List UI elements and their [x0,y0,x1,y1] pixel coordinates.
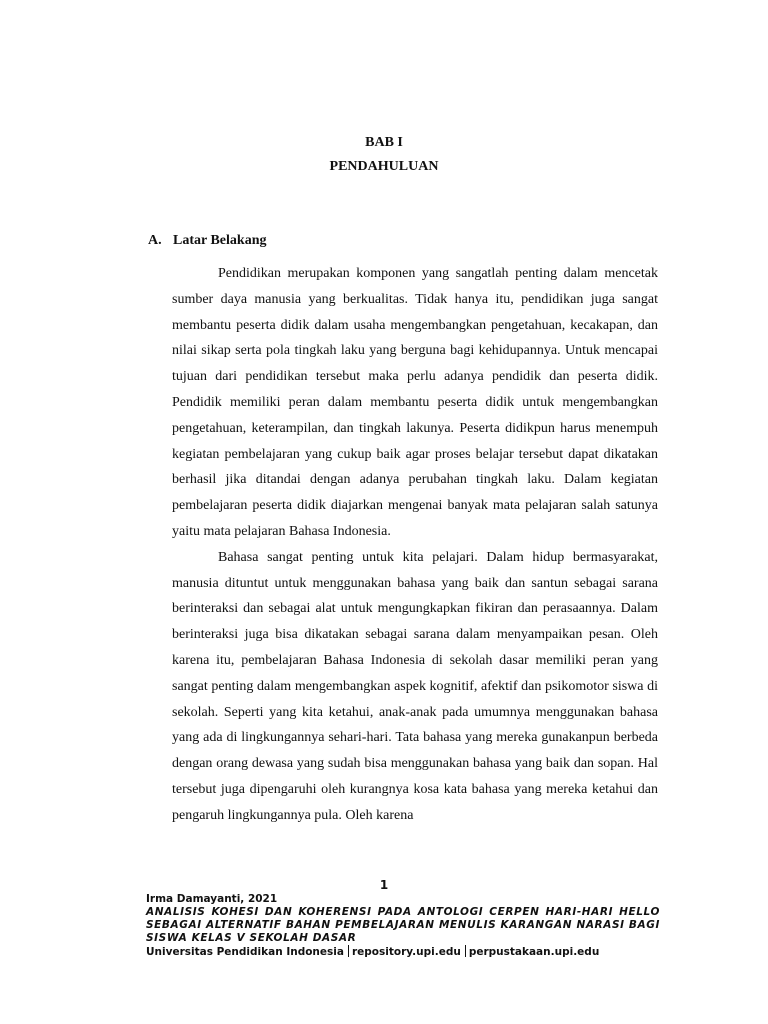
footer-separator [465,945,466,957]
chapter-label: BAB I [365,135,403,150]
paragraph-1: Pendidikan merupakan komponen yang sangatlah penting dalam mencetak sumber daya manusia yang berkualitas. Tidak hanya itu, pendidikan juga sangat membantu peserta didik dalam usaha mengembangkan pengetahuan, kecakapan, dan nilai sikap serta pola tingkah laku yang berguna bagi kehidupannya. Untuk mencapai tujuan dari pendidikan tersebut maka perlu adanya pendidik dan peserta didik. Pendidik memiliki peran dalam membantu peserta didik untuk mengembangkan pengetahuan, keterampilan, dan tingkah lakunya. Peserta didikpun harus menempuh kegiatan pembelajaran yang cukup baik agar proses belajar tersebut dapat dikatakan berhasil jika ditandai dengan adanya perubahan tingkah laku. Dalam kegiatan pembelajaran peserta didik diajarkan mengenai banyak mata pelajaran salah satunya yaitu mata pelajaran Bahasa Indonesia. [172,266,658,539]
body-text [172,261,658,829]
footer-university: Universitas Pendidikan Indonesia [146,946,344,958]
footer-institution-line [146,945,660,959]
page-footer [146,893,660,959]
footer-author: Irma Damayanti, 2021 [146,893,278,905]
section-title: Latar Belakang [173,233,267,248]
chapter-title: PENDAHULUAN [329,159,439,174]
section-letter: A. [148,233,162,248]
footer-thesis-title: ANALISIS KOHESI DAN KOHERENSI PADA ANTOLOGI CERPEN HARI-HARI HELLO SEBAGAI ALTERNATIF BAHAN PEMBELAJARAN MENULIS KARANGAN NARASI BAGI SISWA KELAS V SEKOLAH DASAR [146,906,660,944]
footer-library-link[interactable]: perpustakaan.upi.edu [468,946,600,958]
page-number: 1 [379,878,389,892]
footer-repository-link[interactable]: repository.upi.edu [351,946,461,958]
paragraph-2: Bahasa sangat penting untuk kita pelajari. Dalam hidup bermasyarakat, manusia dituntut untuk menggunakan bahasa yang baik dan santun sebagai sarana berinteraksi dan sebagai alat untuk mengungkapkan fikiran dan perasaannya. Dalam berinteraksi juga bisa dikatakan sebagai sarana dalam menyampaikan pesan. Oleh karena itu, pembelajaran Bahasa Indonesia di sekolah dasar memiliki peran yang sangat penting dalam mengembangkan aspek kognitif, afektif dan psikomotor siswa di sekolah. Seperti yang kita ketahui, anak-anak pada umumnya menggunakan bahasa yang ada di lingkungannya sehari-hari. Tata bahasa yang mereka gunakanpun berbeda dengan orang dewasa yang sudah bisa menggunakan bahasa yang baik dan sopan. Hal tersebut juga dipengaruhi oleh kurangnya kosa kata bahasa yang mereka ketahui dan pengaruh lingkungannya pula. Oleh karena [172,549,658,823]
footer-separator [348,945,349,957]
section-heading [148,233,266,249]
